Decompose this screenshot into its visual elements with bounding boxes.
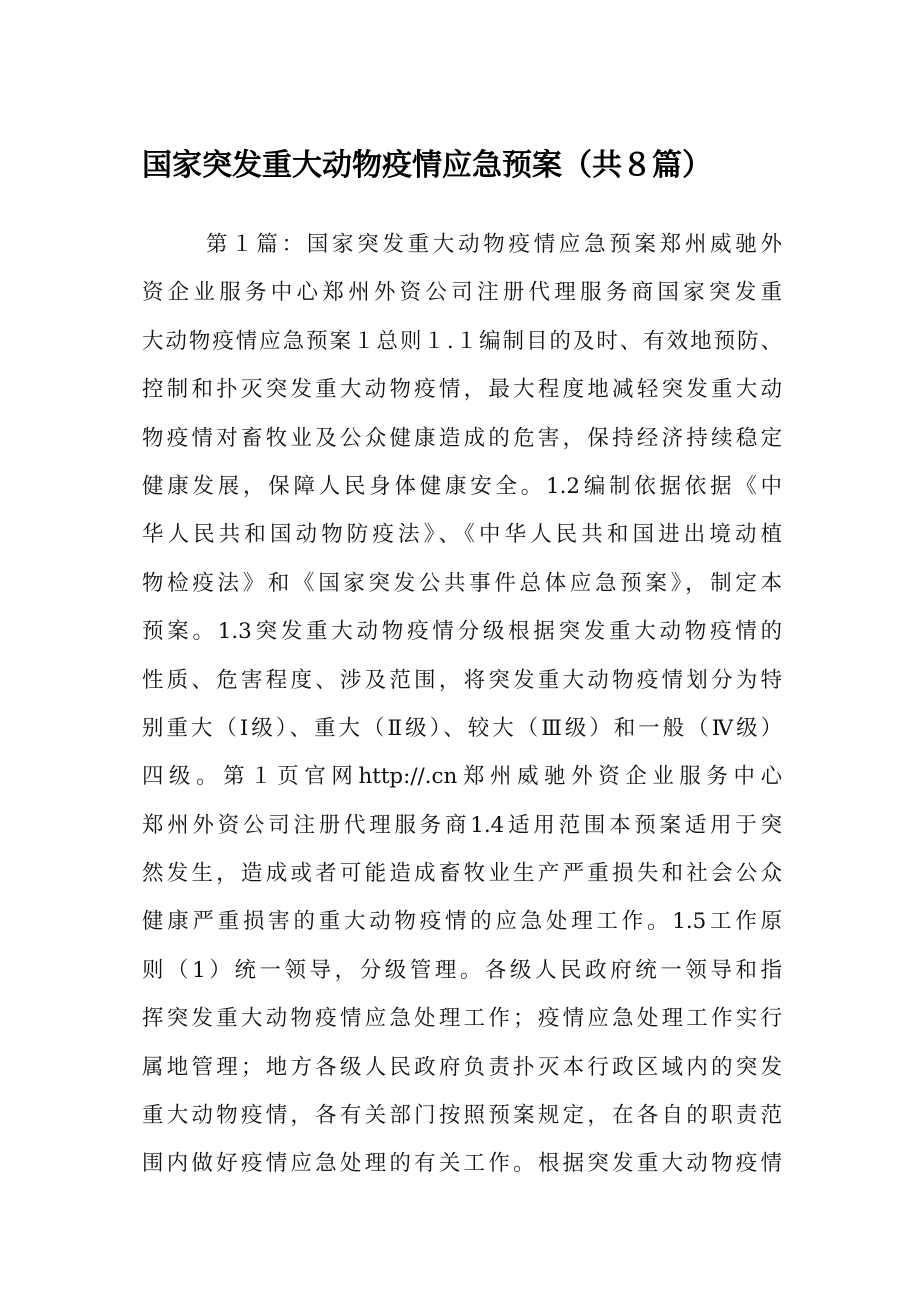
body-line: 郑州外资公司注册代理服务商1.4适用范围本预案适用于突 (142, 812, 782, 838)
body-line: 健康严重损害的重大动物疫情的应急处理工作。1.5工作原 (142, 909, 782, 935)
body-line: 挥突发重大动物疫情应急处理工作；疫情应急处理工作实行 (142, 1006, 782, 1032)
body-line: 性质、危害程度、涉及范围，将突发重大动物疫情划分为特 (142, 667, 782, 693)
body-line: 别重大（Ⅰ级）、重大（Ⅱ级）、较大（Ⅲ级）和一般（Ⅳ级） (142, 715, 782, 741)
body-line: 资企业服务中心郑州外资公司注册代理服务商国家突发重 (142, 280, 782, 306)
body-line: 围内做好疫情应急处理的有关工作。根据突发重大动物疫情 (142, 1151, 782, 1177)
document-title: 国家突发重大动物疫情应急预案（共８篇） (142, 148, 712, 183)
body-line: 物检疫法》和《国家突发公共事件总体应急预案》，制定本 (142, 570, 782, 596)
body-line: 四级。第１页官网http://.cn郑州威驰外资企业服务中心 (142, 764, 782, 790)
body-line: 属地管理；地方各级人民政府负责扑灭本行政区域内的突发 (142, 1054, 782, 1080)
body-line: 大动物疫情应急预案１总则１.１编制目的及时、有效地预防、 (142, 328, 782, 354)
body-line: 然发生，造成或者可能造成畜牧业生产严重损失和社会公众 (142, 861, 782, 887)
body-line: 华人民共和国动物防疫法》、《中华人民共和国进出境动植 (142, 522, 782, 548)
body-line: 健康发展，保障人民身体健康安全。1.2编制依据依据《中 (142, 473, 782, 499)
body-line: 重大动物疫情，各有关部门按照预案规定，在各自的职责范 (142, 1103, 782, 1129)
body-line: 则（1）统一领导，分级管理。各级人民政府统一领导和指 (142, 957, 782, 983)
document-body (142, 221, 782, 1189)
body-line: 第１篇：国家突发重大动物疫情应急预案郑州威驰外 (206, 232, 782, 257)
body-line: 预案。1.3突发重大动物疫情分级根据突发重大动物疫情的 (142, 619, 782, 645)
body-line: 控制和扑灭突发重大动物疫情，最大程度地减轻突发重大动 (142, 377, 782, 403)
body-line: 物疫情对畜牧业及公众健康造成的危害，保持经济持续稳定 (142, 425, 782, 451)
